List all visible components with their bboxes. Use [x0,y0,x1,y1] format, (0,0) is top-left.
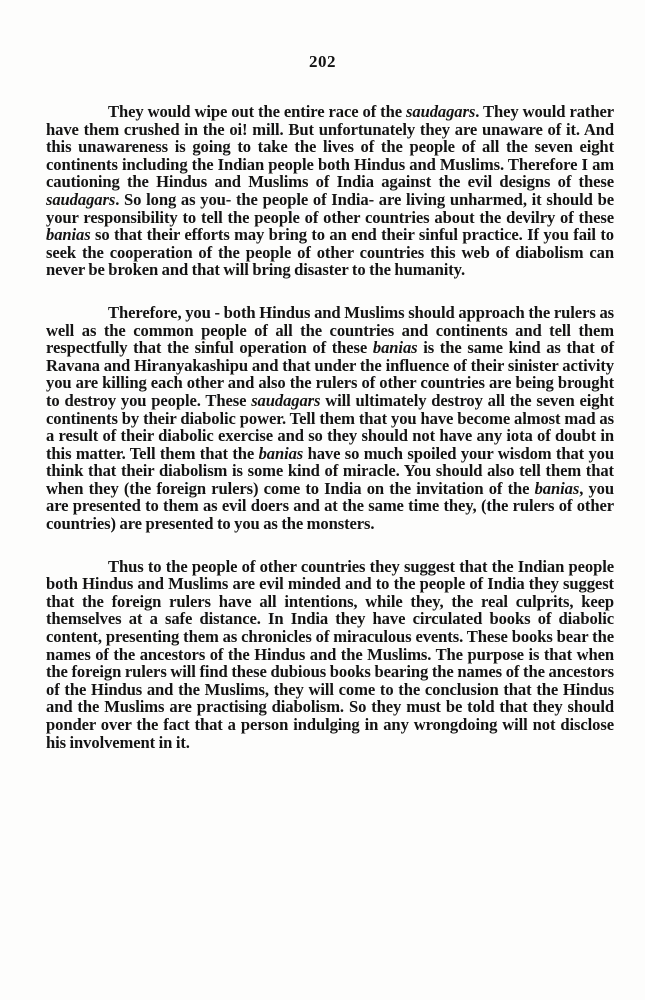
text-run: have so much spoiled your wisdom that you think that their diabolism is some kind of miracle. You should also tell them that when they (the foreign rulers) come to India on the invitation of the [46,443,614,498]
paragraph-1 [46,103,614,279]
paragraph-2 [46,304,614,533]
page-number: 202 [309,52,336,71]
body-text [46,103,614,751]
italic-term: saudagars [46,189,116,209]
text-run: so that their efforts may bring to an end their sinful practice. If you fail to seek the cooperation of the people of other countries this web of diabolism can never be broken and that will bring disaster to the humanity. [46,225,614,280]
text-run: Thus to the people of other countries they suggest that the Indian people both Hindus and Muslims are evil minded and to the people of India they suggest that the foreign rulers have all intentions, while they, the real culprits, keep themselves at a safe distance. In India they have circulated books of diabolic content, presenting them as chronicles of miraculous events. These books bear the names of the ancestors of the Hindus and the Muslims. The purpose is that when the foreign rulers will find these dubious books bearing the names of the ancestors of the Hindus and the Muslims, they will come to the conclusion that the Hindus and the Muslims are practising diabolism. So they must be told that they should ponder over the fact that a person indulging in any wrongdoing will not disclose his involvement in it. [46,556,614,752]
paragraph-3 [46,558,614,752]
text-run: . So long as you- the people of India- are living unharmed, it should be your responsibility to tell the people of other countries about the devilry of these [46,189,614,227]
italic-term: banias [258,443,304,463]
text-run: Therefore, you - both Hindus and Muslims should approach the rulers as well as the common people of all the countries and continents and tell them respectfully that the sinful operation of these [46,302,614,358]
text-run: will ultimately destroy all the seven eight continents by their diabolic power. Tell them that you have become almost mad as a result of their diabolic exercise and so they should not have any iota of doubt in this matter. Tell them that the [46,390,615,463]
italic-term: banias [372,338,418,358]
italic-term: saudagars [406,102,476,121]
italic-term: saudagars [251,390,321,410]
text-run: , you are presented to them as evil doers and at the same time they, (the rulers of other countries) are presented to you as the monsters. [46,478,614,534]
italic-term: banias [534,478,580,498]
italic-term: banias [46,225,91,245]
text-run: . They would rather have them crushed in the oi! mill. But unfortunately they are unaware of it. And this unawareness is going to take the lives of the people of all the seven eight continents including the Indian people both Hindus and Muslims. Therefore I am cautioning the Hindus and Muslims of India against the evil designs of these [46,102,614,192]
text-run: is the same kind as that of Ravana and Hiranyakashipu and that under the influence of their sinister activity you are killing each other and also the rulers of other countries are being brought to destroy you people. These [46,338,614,410]
text-run: They would wipe out the entire race of the [108,102,407,121]
